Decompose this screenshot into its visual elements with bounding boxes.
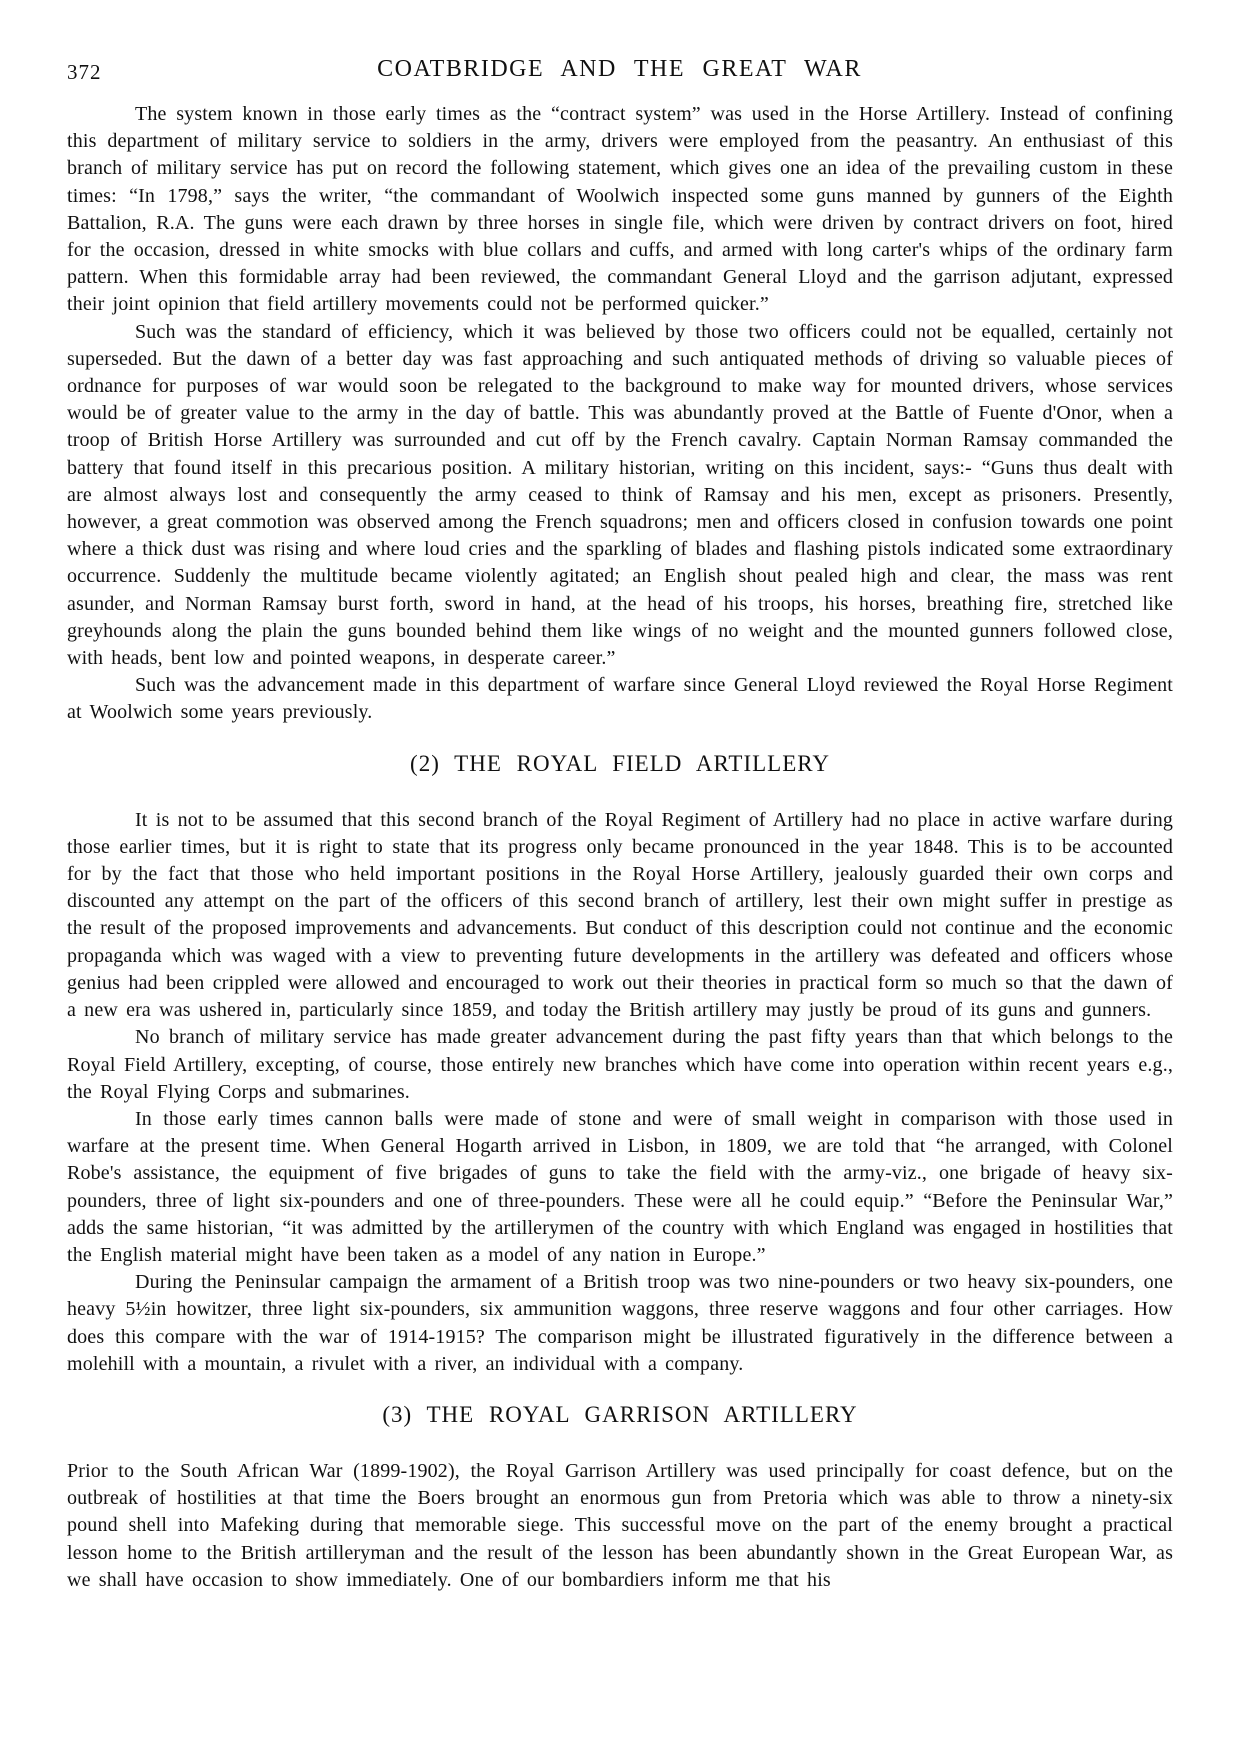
page-header bbox=[67, 56, 1172, 88]
paragraph-peninsular-campaign: During the Peninsular campaign the armament of a British troop was two nine-pounders or two heavy six-pounders, one heavy 5½in howitzer, three light six-pounders, six ammunition waggons, three reserve waggons and four other carriages. How does this compare with the war of 1914-1915? The comparison might be illustrated figuratively in the difference between a molehill with a mountain, a rivulet with a river, an individual with a company. bbox=[67, 1271, 1173, 1375]
running-title: COATBRIDGE AND THE GREAT WAR bbox=[377, 56, 862, 82]
paragraph-second-branch: It is not to be assumed that this second branch of the Royal Regiment of Artillery had no place in active warfare during those earlier times, but it is right to state that its progress only became pronounced in the year 1848. This is to be accounted for by the fact that those who held important positions in the Royal Horse Artillery, jealously guarded their own corps and discounted any attempt on the part of the officers of this second branch of artillery, lest their own might suffer in prestige as the result of the proposed improvements and advancements. But conduct of this description could not continue and the economic propaganda which was waged with a view to preventing future developments in the artillery was defeated and officers whose genius had been crippled were allowed and encouraged to work out their theories in practical form so much so that the dawn of a new era was ushered in, particularly since 1859, and today the British artillery may justly be proud of its guns and gunners. bbox=[67, 808, 1173, 1022]
paragraph-standard-of-efficiency: Such was the standard of efficiency, which it was believed by those two officers could not be equalled, certainly not superseded. But the dawn of a better day was fast approaching and such antiquated methods of driving so valuable pieces of ordnance for purposes of war would soon be relegated to the background to make way for mounted drivers, whose services would be of greater value to the army in the day of battle. This was abundantly proved at the Battle of Fuente d'Onor, when a troop of British Horse Artillery was surrounded and cut off by the French cavalry. Captain Norman Ramsay commanded the battery that found itself in this precarious position. A military historian, writing on this incident, says:- “Guns thus dealt with are almost always lost and consequently the army ceased to think of Ramsay and his men, except as prisoners. Presently, however, a great commotion was observed among the French squadrons; men and officers closed in confusion towards one point where a thick dust was rising and where loud cries and the sparkling of blades and flashing pistols indicated some extraordinary occurrence. Suddenly the multitude became violently agitated; an English shout pealed high and clear, the mass was rent asunder, and Norman Ramsay burst forth, sword in hand, at the head of his troops, his horses, breathing fire, stretched like greyhounds along the plain the guns bounded behind them like wings of no weight and the mounted gunners followed close, with heads, bent low and pointed weapons, in desperate career.” bbox=[67, 320, 1173, 670]
paragraph-south-african-war: Prior to the South African War (1899-1902), the Royal Garrison Artillery was used principally for coast defence, but on the outbreak of hostilities at that time the Boers brought an enormous gun from Pretoria which was able to throw a ninety-six pound shell into Mafeking during that memorable siege. This successful move on the part of the enemy brought a practical lesson home to the British artilleryman and the result of the lesson has been abundantly shown in the Great European War, as we shall have occasion to show immediately. One of our bombardiers inform me that his bbox=[67, 1459, 1173, 1591]
paragraph-no-branch-greater-advancement: No branch of military service has made greater advancement during the past fifty years than that which belongs to the Royal Field Artillery, excepting, of course, those entirely new branches which have come into operation within recent years e.g., the Royal Flying Corps and submarines. bbox=[67, 1026, 1173, 1103]
paragraph-cannon-balls: In those early times cannon balls were made of stone and were of small weight in comparison with those used in warfare at the present time. When General Hogarth arrived in Lisbon, in 1809, we are told that “he arranged, with Colonel Robe's assistance, the equipment of five brigades of guns to take the field with the army-viz., one brigade of heavy six-pounders, three of light six-pounders and one of three-pounders. These were all he could equip.” “Before the Peninsular War,” adds the same historian, “it was admitted by the artillerymen of the country with which England was engaged in hostilities that the English material might have been taken as a model of any nation in Europe.” bbox=[67, 1107, 1173, 1266]
paragraph-advancement-since-lloyd: Such was the advancement made in this department of warfare since General Lloyd reviewed the Royal Horse Regiment at Woolwich some years previously. bbox=[67, 674, 1173, 724]
section-heading-royal-garrison-artillery: (3) THE ROYAL GARRISON ARTILLERY bbox=[382, 1401, 858, 1427]
page-number: 372 bbox=[67, 60, 102, 84]
paragraph-contract-system: The system known in those early times as the “contract system” was used in the Horse Artillery. Instead of confining this department of military service to soldiers in the army, drivers were employed from the peasantry. An enthusiast of this branch of military service has put on record the following statement, which gives one an idea of the prevailing custom in these times: “In 1798,” says the writer, “the commandant of Woolwich inspected some guns manned by gunners of the Eighth Battalion, R.A. The guns were each drawn by three horses in single file, which were driven by contract drivers on foot, hired for the occasion, dressed in white smocks with blue collars and cuffs, and armed with long carter's whips of the ordinary farm pattern. When this formidable array had been reviewed, the commandant General Lloyd and the garrison adjutant, expressed their joint opinion that field artillery movements could not be performed quicker.” bbox=[67, 103, 1173, 316]
section-heading-royal-field-artillery: (2) THE ROYAL FIELD ARTILLERY bbox=[410, 750, 830, 776]
page-text bbox=[67, 101, 1173, 1594]
